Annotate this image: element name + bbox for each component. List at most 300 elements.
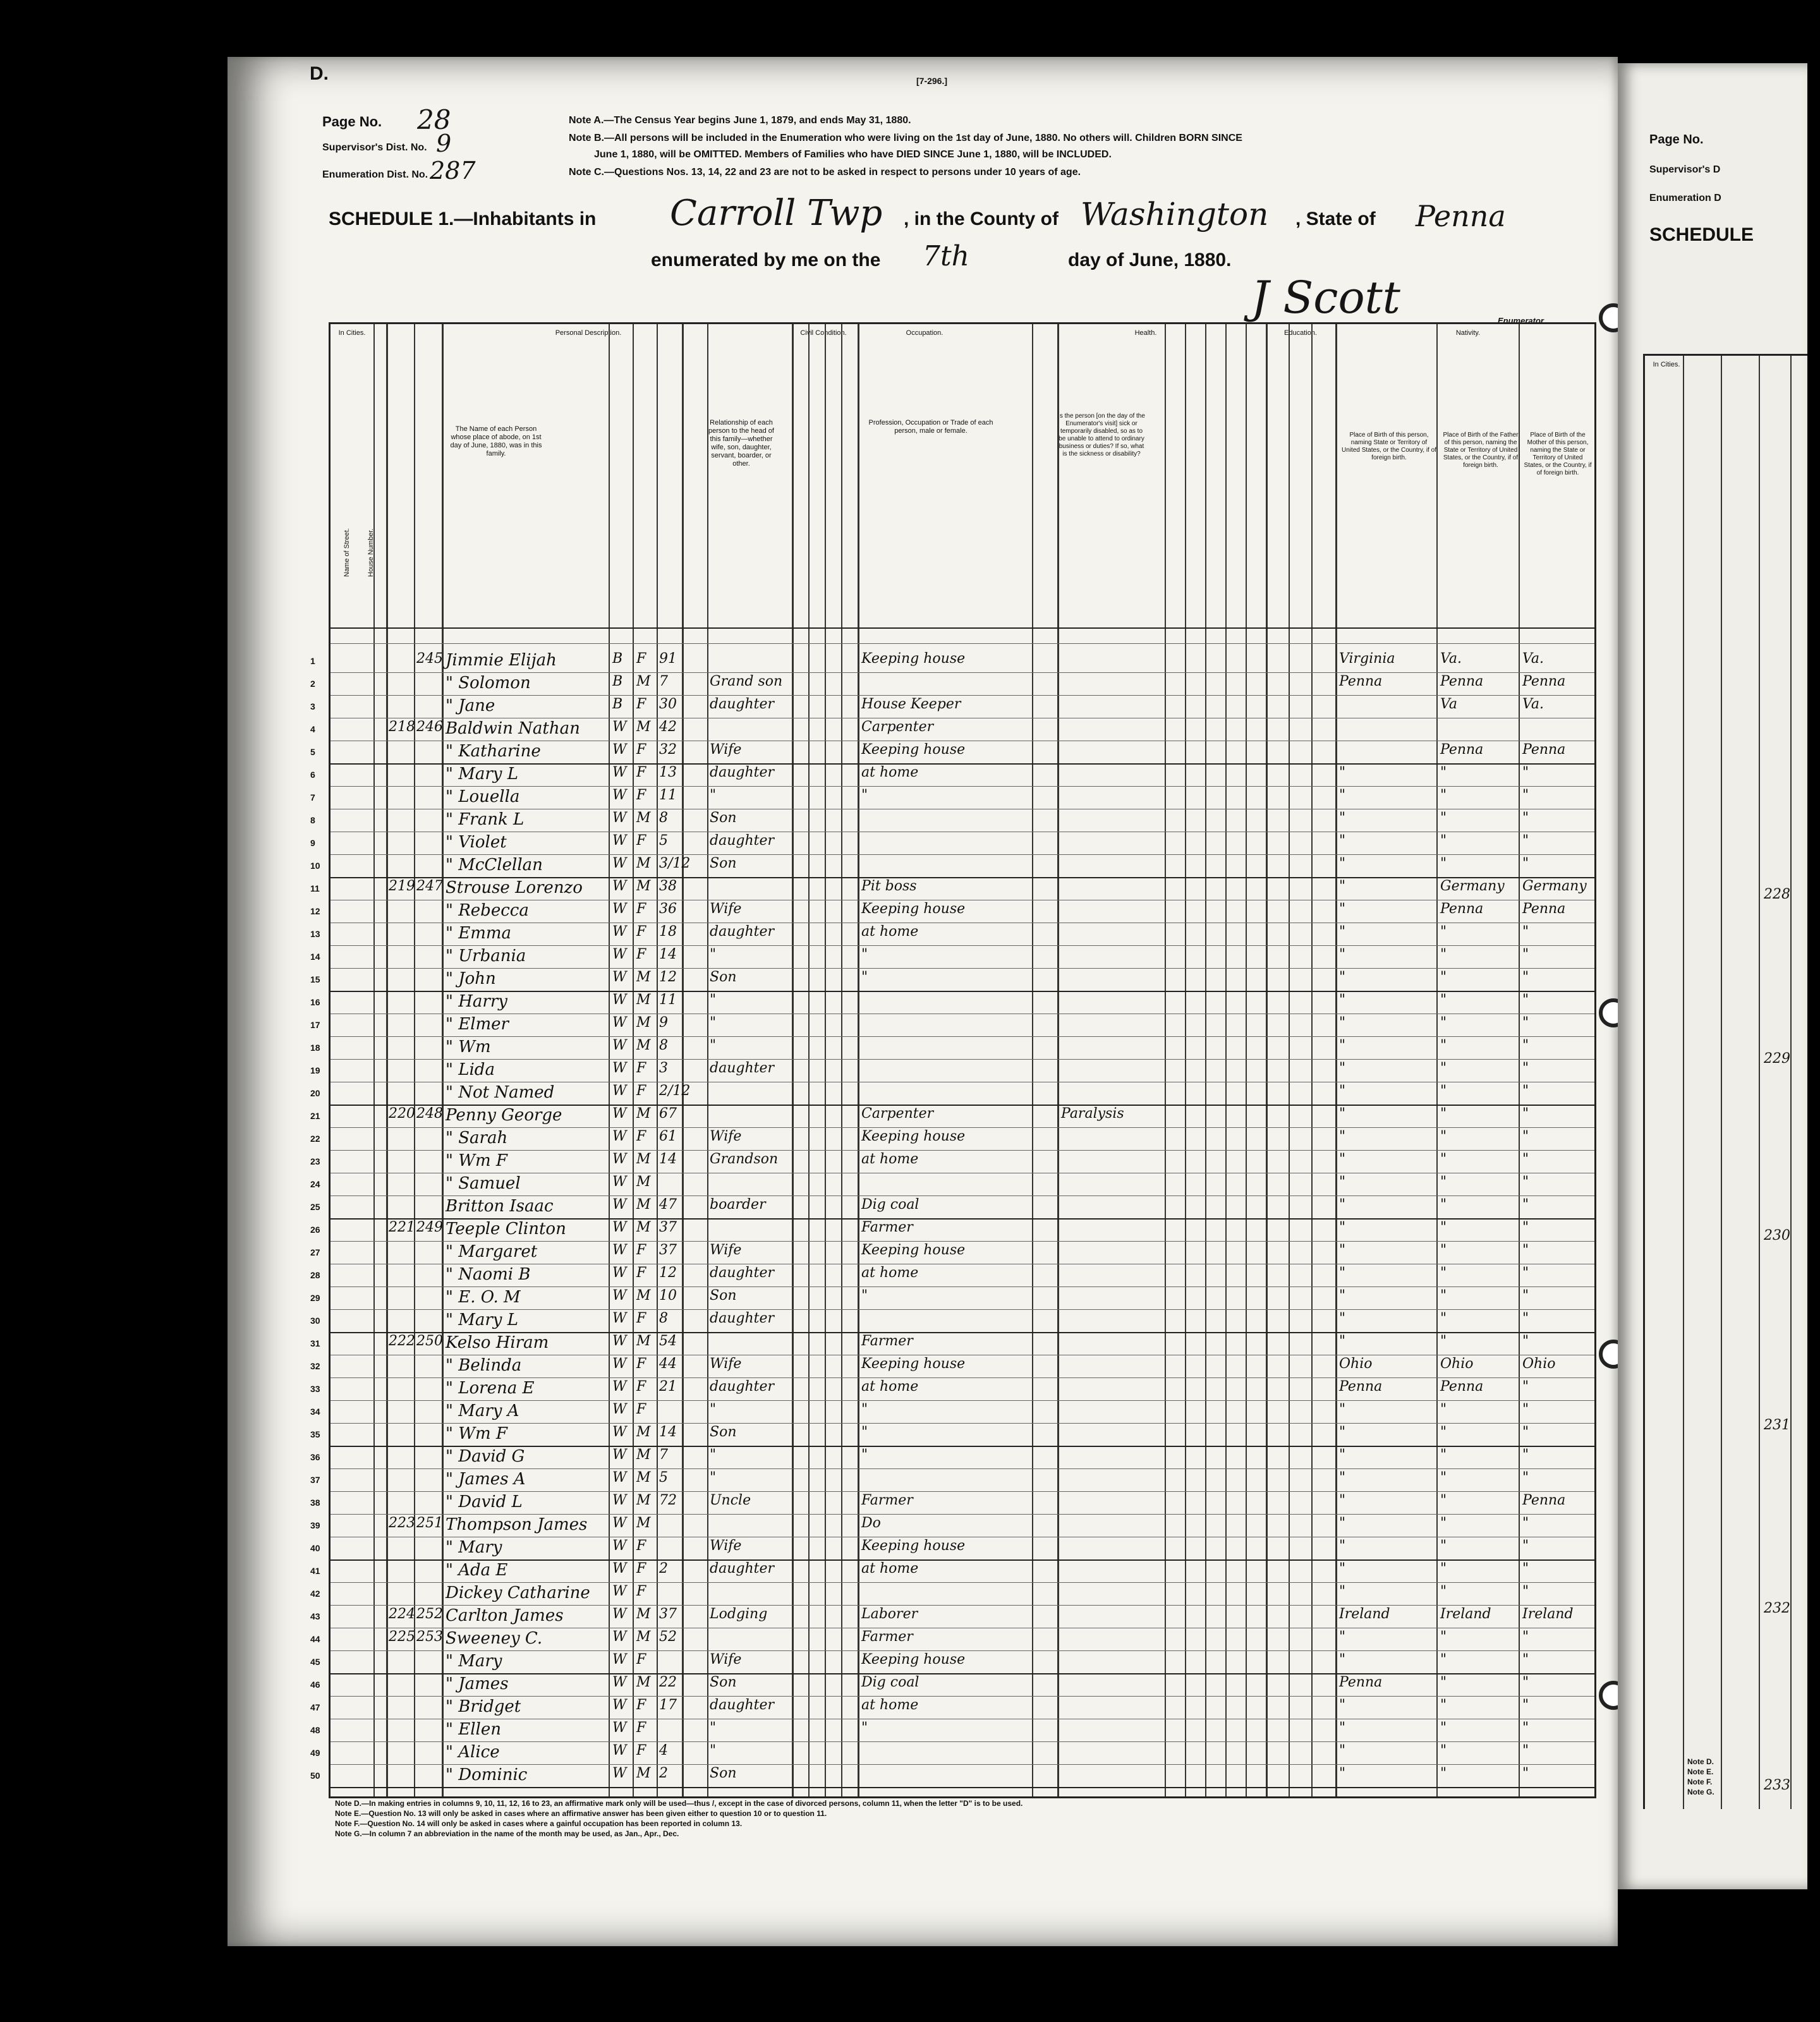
age: 18: [659, 924, 677, 940]
age: 12: [659, 1265, 677, 1281]
occupation: ": [861, 1447, 868, 1463]
row-rule: [331, 991, 1594, 992]
sex: F: [636, 901, 646, 917]
header-sickness: Is the person [on the day of the Enumerator's visit] sick or temporarily disabled, so as to be unable to attend to ordinary business or duties? If so, what is the sickness or disability?: [1058, 413, 1145, 457]
occupation: Farmer: [861, 1220, 913, 1235]
age: 8: [659, 1038, 668, 1053]
father-birth-place: ": [1440, 969, 1447, 985]
father-birth-place: ": [1440, 810, 1447, 826]
color: W: [612, 1447, 627, 1463]
adjacent-col-divider: [1721, 356, 1722, 1809]
mother-birth-place: Penna: [1522, 901, 1566, 917]
age: 54: [659, 1333, 677, 1349]
age: 30: [659, 696, 677, 712]
father-birth-place: ": [1440, 1697, 1447, 1713]
header-name: The Name of each Person whose place of abode, on 1st day of June, 1880, was in this family.: [450, 425, 542, 457]
mother-birth-place: ": [1522, 1015, 1529, 1031]
color: W: [612, 1129, 627, 1144]
age: 32: [659, 742, 677, 758]
sex: M: [636, 1288, 651, 1304]
header-civil: Civil Condition.: [800, 329, 847, 337]
header-in-cities: In Cities.: [338, 329, 366, 337]
mother-birth-place: ": [1522, 1106, 1529, 1122]
age: 7: [659, 674, 668, 689]
sex: F: [636, 1242, 646, 1258]
sex: M: [636, 1606, 651, 1622]
birth-place: ": [1339, 1106, 1346, 1122]
line-number: 25: [310, 1202, 320, 1212]
color: B: [612, 651, 623, 667]
occupation: at home: [861, 1697, 919, 1713]
header-personal: Personal Description.: [555, 329, 622, 337]
sex: F: [636, 1356, 646, 1372]
line-number: 3: [310, 701, 315, 711]
header-relationship: Relationship of each person to the head of this family—whether wife, son, daughter, servant, boarder, or other.: [708, 419, 774, 468]
mother-birth-place: ": [1522, 833, 1529, 849]
color: W: [612, 924, 627, 940]
color: W: [612, 1470, 627, 1486]
mother-birth-place: ": [1522, 1060, 1529, 1076]
column-number-rule: [331, 643, 1594, 644]
birth-place: ": [1339, 1561, 1346, 1577]
col-divider: [1311, 324, 1313, 1796]
father-birth-place: Germany: [1440, 878, 1505, 894]
line-number: 2: [310, 679, 315, 689]
age: 21: [659, 1379, 677, 1395]
family-number: 251: [416, 1515, 443, 1531]
father-birth-place: Penna: [1440, 901, 1484, 917]
enumerator-label: Enumerator.: [1498, 316, 1546, 325]
adjacent-in-cities: In Cities.: [1653, 361, 1680, 368]
row-rule: [331, 854, 1594, 855]
age: 7: [659, 1447, 668, 1463]
father-birth-place: ": [1440, 1151, 1447, 1167]
age: 37: [659, 1606, 677, 1622]
sex: F: [636, 1561, 646, 1577]
enumeration-day: 7th: [923, 240, 970, 272]
sex: F: [636, 1311, 646, 1326]
relationship: Son: [710, 1765, 737, 1781]
mother-birth-place: ": [1522, 1697, 1529, 1713]
person-name: " Mary: [446, 1538, 502, 1557]
row-rule: [331, 1696, 1594, 1697]
relationship: ": [710, 1447, 717, 1463]
color: W: [612, 1765, 627, 1781]
person-name: " James: [446, 1674, 509, 1693]
person-name: " David G: [446, 1447, 525, 1466]
age: 42: [659, 719, 677, 735]
person-name: " Bridget: [446, 1697, 521, 1716]
line-number: 29: [310, 1293, 320, 1303]
father-birth-place: ": [1440, 1720, 1447, 1736]
father-birth-place: ": [1440, 1197, 1447, 1213]
line-number: 27: [310, 1247, 320, 1257]
adjacent-supervisor: Supervisor's D: [1649, 164, 1721, 175]
person-name: " James A: [446, 1470, 526, 1489]
father-birth-place: ": [1440, 1220, 1447, 1235]
relationship: daughter: [710, 924, 774, 940]
family-number: 248: [416, 1106, 443, 1122]
line-number: 1: [310, 656, 315, 666]
footnote-e: Note E.—Question No. 13 will only be asked in cases where an affirmative answer has been given either to question 10 or to question 11.: [335, 1809, 827, 1818]
adjacent-grid: [1643, 354, 1807, 1809]
birth-place: Virginia: [1339, 651, 1395, 667]
color: W: [612, 1288, 627, 1304]
birth-place: ": [1339, 1629, 1346, 1645]
col-divider: [657, 324, 658, 1796]
birth-place: ": [1339, 1492, 1346, 1508]
township: Carroll Twp: [670, 193, 883, 234]
col-divider: [1225, 324, 1227, 1796]
adjacent-col-divider: [1683, 356, 1684, 1809]
row-rule: [331, 1787, 1594, 1788]
occupation: Farmer: [861, 1629, 913, 1645]
header-name-of-street: Name of Street.: [343, 528, 351, 577]
header-occupation-group: Occupation.: [906, 329, 943, 337]
dwelling-number: 223: [389, 1515, 415, 1531]
person-name: " Alice: [446, 1743, 500, 1762]
person-name: Strouse Lorenzo: [446, 878, 583, 897]
age: 5: [659, 833, 668, 849]
col-divider: [386, 324, 388, 1796]
relationship: daughter: [710, 765, 774, 780]
age: 44: [659, 1356, 677, 1372]
mother-birth-place: ": [1522, 1288, 1529, 1304]
father-birth-place: ": [1440, 1129, 1447, 1144]
adjacent-note-d: Note D.: [1687, 1757, 1714, 1766]
county-prefix: , in the County of: [904, 209, 1059, 229]
color: W: [612, 1697, 627, 1713]
sex: M: [636, 992, 651, 1008]
header-occupation: Profession, Occupation or Trade of each person, male or female.: [868, 419, 993, 435]
sex: M: [636, 1470, 651, 1486]
header-mother-birth: Place of Birth of the Mother of this person, naming the State or Territory of United States, or the Country, if of foreign birth.: [1524, 432, 1592, 476]
line-number: 6: [310, 770, 315, 780]
mother-birth-place: ": [1522, 1242, 1529, 1258]
father-birth-place: ": [1440, 1333, 1447, 1349]
line-number: 18: [310, 1043, 320, 1053]
age: 22: [659, 1674, 677, 1690]
row-rule: [331, 695, 1594, 696]
birth-place: ": [1339, 1447, 1346, 1463]
mother-birth-place: Ohio: [1522, 1356, 1556, 1372]
occupation: Dig coal: [861, 1674, 919, 1690]
relationship: Uncle: [710, 1492, 751, 1508]
birth-place: ": [1339, 833, 1346, 849]
birth-place: ": [1339, 924, 1346, 940]
sex: F: [636, 696, 646, 712]
mother-birth-place: ": [1522, 1447, 1529, 1463]
age: 67: [659, 1106, 677, 1122]
line-number: 39: [310, 1520, 320, 1530]
birth-place: ": [1339, 1515, 1346, 1531]
relationship: ": [710, 1038, 717, 1053]
birth-place: Ohio: [1339, 1356, 1373, 1372]
mother-birth-place: ": [1522, 992, 1529, 1008]
line-number: 8: [310, 815, 315, 825]
birth-place: ": [1339, 1288, 1346, 1304]
relationship: boarder: [710, 1197, 766, 1213]
header-rule: [331, 627, 1594, 629]
sex: M: [636, 1174, 651, 1190]
color: B: [612, 674, 623, 689]
mother-birth-place: ": [1522, 765, 1529, 780]
person-name: " Sarah: [446, 1129, 508, 1147]
mother-birth-place: ": [1522, 1743, 1529, 1759]
mother-birth-place: ": [1522, 969, 1529, 985]
sex: F: [636, 1538, 646, 1554]
color: W: [612, 1265, 627, 1281]
col-divider: [1289, 324, 1290, 1796]
line-number: 32: [310, 1361, 320, 1371]
line-number: 4: [310, 724, 315, 734]
father-birth-place: ": [1440, 1265, 1447, 1281]
age: 2/12: [659, 1083, 691, 1099]
mother-birth-place: Va.: [1522, 696, 1544, 712]
person-name: " Ellen: [446, 1720, 501, 1739]
line-number: 42: [310, 1589, 320, 1599]
relationship: Wife: [710, 1242, 742, 1258]
sex: F: [636, 1652, 646, 1668]
sex: M: [636, 1015, 651, 1031]
color: W: [612, 1674, 627, 1690]
note-c: Note C.—Questions Nos. 13, 14, 22 and 23 are not to be asked in respect to persons under 10 years of age.: [569, 167, 1081, 178]
adjacent-dwelling: 230: [1764, 1228, 1790, 1244]
birth-place: ": [1339, 1129, 1346, 1144]
enumerator-signature: J Scott: [1251, 272, 1400, 324]
row-rule: [331, 1286, 1594, 1287]
row-rule: [331, 1241, 1594, 1242]
family-number: 246: [416, 719, 443, 735]
relationship: ": [710, 1470, 717, 1486]
person-name: " E. O. M: [446, 1288, 521, 1307]
person-name: Jimmie Elijah: [446, 651, 557, 670]
mother-birth-place: ": [1522, 856, 1529, 871]
relationship: Grandson: [710, 1151, 779, 1167]
line-number: 36: [310, 1452, 320, 1462]
sex: F: [636, 947, 646, 962]
header-health-group: Health.: [1134, 329, 1157, 337]
enumerated-prefix: enumerated by me on the: [651, 250, 881, 270]
occupation: ": [861, 1424, 868, 1440]
color: B: [612, 696, 623, 712]
color: W: [612, 1311, 627, 1326]
birth-place: ": [1339, 1265, 1346, 1281]
father-birth-place: Ireland: [1440, 1606, 1491, 1622]
relationship: ": [710, 1720, 717, 1736]
occupation: Do: [861, 1515, 881, 1531]
relationship: Lodging: [710, 1606, 768, 1622]
birth-place: ": [1339, 1697, 1346, 1713]
mother-birth-place: ": [1522, 787, 1529, 803]
sex: M: [636, 1674, 651, 1690]
footnote-d: Note D.—In making entries in columns 9, 10, 11, 12, 16 to 23, an affirmative mark only will be used—thus /, except in the case of divorced persons, column 11, when the letter "D" is to be used.: [335, 1799, 1023, 1808]
line-number: 9: [310, 838, 315, 848]
mother-birth-place: ": [1522, 924, 1529, 940]
sex: M: [636, 1515, 651, 1531]
age: 2: [659, 1765, 668, 1781]
father-birth-place: ": [1440, 1583, 1447, 1599]
row-rule: [331, 786, 1594, 787]
mother-birth-place: Penna: [1522, 742, 1566, 758]
sex: F: [636, 1265, 646, 1281]
corner-letter: D.: [310, 63, 329, 84]
sex: F: [636, 1060, 646, 1076]
occupation: ": [861, 1720, 868, 1736]
relationship: daughter: [710, 833, 774, 849]
father-birth-place: ": [1440, 924, 1447, 940]
adjacent-page-no: Page No.: [1649, 133, 1704, 147]
occupation: at home: [861, 1561, 919, 1577]
father-birth-place: ": [1440, 992, 1447, 1008]
col-divider: [1165, 324, 1166, 1796]
adjacent-dwelling: 231: [1764, 1417, 1790, 1433]
line-number: 14: [310, 952, 320, 962]
color: W: [612, 1743, 627, 1759]
relationship: ": [710, 947, 717, 962]
col-divider: [1246, 324, 1247, 1796]
relationship: Son: [710, 1288, 737, 1304]
color: W: [612, 1606, 627, 1622]
father-birth-place: ": [1440, 1492, 1447, 1508]
row-rule: [331, 1741, 1594, 1742]
occupation: ": [861, 787, 868, 803]
adjacent-dwelling: 229: [1764, 1051, 1790, 1067]
color: W: [612, 1583, 627, 1599]
occupation: at home: [861, 1265, 919, 1281]
mother-birth-place: ": [1522, 1220, 1529, 1235]
birth-place: Penna: [1339, 674, 1383, 689]
mother-birth-place: ": [1522, 1401, 1529, 1417]
occupation: Farmer: [861, 1333, 913, 1349]
relationship: Wife: [710, 1652, 742, 1668]
relationship: daughter: [710, 696, 774, 712]
person-name: Teeple Clinton: [446, 1220, 566, 1238]
adjacent-schedule: SCHEDULE: [1649, 224, 1754, 245]
line-number: 26: [310, 1225, 320, 1235]
family-number: 250: [416, 1333, 443, 1349]
person-name: " Belinda: [446, 1356, 522, 1375]
birth-place: ": [1339, 947, 1346, 962]
father-birth-place: ": [1440, 765, 1447, 780]
sex: M: [636, 1151, 651, 1167]
mother-birth-place: ": [1522, 1470, 1529, 1486]
adjacent-page: [1618, 63, 1807, 1889]
father-birth-place: ": [1440, 1561, 1447, 1577]
color: W: [612, 1561, 627, 1577]
birth-place: ": [1339, 901, 1346, 917]
adjacent-dwelling: 232: [1764, 1601, 1790, 1616]
person-name: " Urbania: [446, 947, 526, 966]
person-name: " Harry: [446, 992, 507, 1011]
person-name: " Naomi B: [446, 1265, 531, 1284]
dwelling-number: 218: [389, 719, 415, 735]
supervisor-value: 9: [436, 130, 452, 157]
enumeration-label: Enumeration Dist. No.: [322, 169, 428, 180]
color: W: [612, 1197, 627, 1213]
birth-place: ": [1339, 1174, 1346, 1190]
col-divider: [1335, 324, 1337, 1796]
line-number: 41: [310, 1566, 320, 1576]
occupation: Keeping house: [861, 1538, 966, 1554]
line-number: 48: [310, 1725, 320, 1735]
color: W: [612, 1538, 627, 1554]
sex: M: [636, 1765, 651, 1781]
father-birth-place: ": [1440, 1015, 1447, 1031]
mother-birth-place: ": [1522, 1379, 1529, 1395]
sex: M: [636, 969, 651, 985]
row-rule: [331, 1309, 1594, 1310]
mother-birth-place: ": [1522, 1333, 1529, 1349]
col-divider: [1057, 324, 1059, 1796]
adjacent-col-divider: [1790, 356, 1792, 1809]
sex: M: [636, 1220, 651, 1235]
person-name: Carlton James: [446, 1606, 564, 1625]
line-number: 47: [310, 1702, 320, 1712]
relationship: daughter: [710, 1561, 774, 1577]
person-name: Kelso Hiram: [446, 1333, 549, 1352]
color: W: [612, 992, 627, 1008]
person-name: " Lorena E: [446, 1379, 535, 1398]
birth-place: ": [1339, 810, 1346, 826]
relationship: ": [710, 1015, 717, 1031]
color: W: [612, 1083, 627, 1099]
mother-birth-place: ": [1522, 1765, 1529, 1781]
birth-place: ": [1339, 1743, 1346, 1759]
person-name: " Not Named: [446, 1083, 555, 1102]
father-birth-place: Penna: [1440, 674, 1484, 689]
mother-birth-place: ": [1522, 1083, 1529, 1099]
occupation: ": [861, 1401, 868, 1417]
age: 17: [659, 1697, 677, 1713]
birth-place: ": [1339, 1220, 1346, 1235]
color: W: [612, 1333, 627, 1349]
person-name: Penny George: [446, 1106, 562, 1125]
mother-birth-place: ": [1522, 1538, 1529, 1554]
person-name: " Jane: [446, 696, 495, 715]
header-house-number: House Number.: [367, 528, 375, 577]
row-rule: [331, 1605, 1594, 1606]
mother-birth-place: ": [1522, 1265, 1529, 1281]
relationship: Son: [710, 856, 737, 871]
col-divider: [414, 324, 415, 1796]
mother-birth-place: ": [1522, 810, 1529, 826]
line-number: 23: [310, 1156, 320, 1166]
col-divider: [1436, 324, 1438, 1796]
mother-birth-place: ": [1522, 1629, 1529, 1645]
sex: M: [636, 719, 651, 735]
person-name: " Mary L: [446, 1311, 518, 1329]
birth-place: ": [1339, 1060, 1346, 1076]
sex: F: [636, 833, 646, 849]
mother-birth-place: ": [1522, 1174, 1529, 1190]
father-birth-place: ": [1440, 1629, 1447, 1645]
color: W: [612, 1060, 627, 1076]
person-name: " Rebecca: [446, 901, 529, 920]
relationship: daughter: [710, 1060, 774, 1076]
line-number: 34: [310, 1407, 320, 1417]
birth-place: ": [1339, 878, 1346, 894]
age: 38: [659, 878, 677, 894]
mother-birth-place: ": [1522, 1583, 1529, 1599]
birth-place: Ireland: [1339, 1606, 1390, 1622]
father-birth-place: Va: [1440, 696, 1457, 712]
row-rule: [331, 1423, 1594, 1424]
color: W: [612, 947, 627, 962]
relationship: ": [710, 992, 717, 1008]
dwelling-number: 219: [389, 878, 415, 894]
person-name: " Solomon: [446, 674, 531, 693]
